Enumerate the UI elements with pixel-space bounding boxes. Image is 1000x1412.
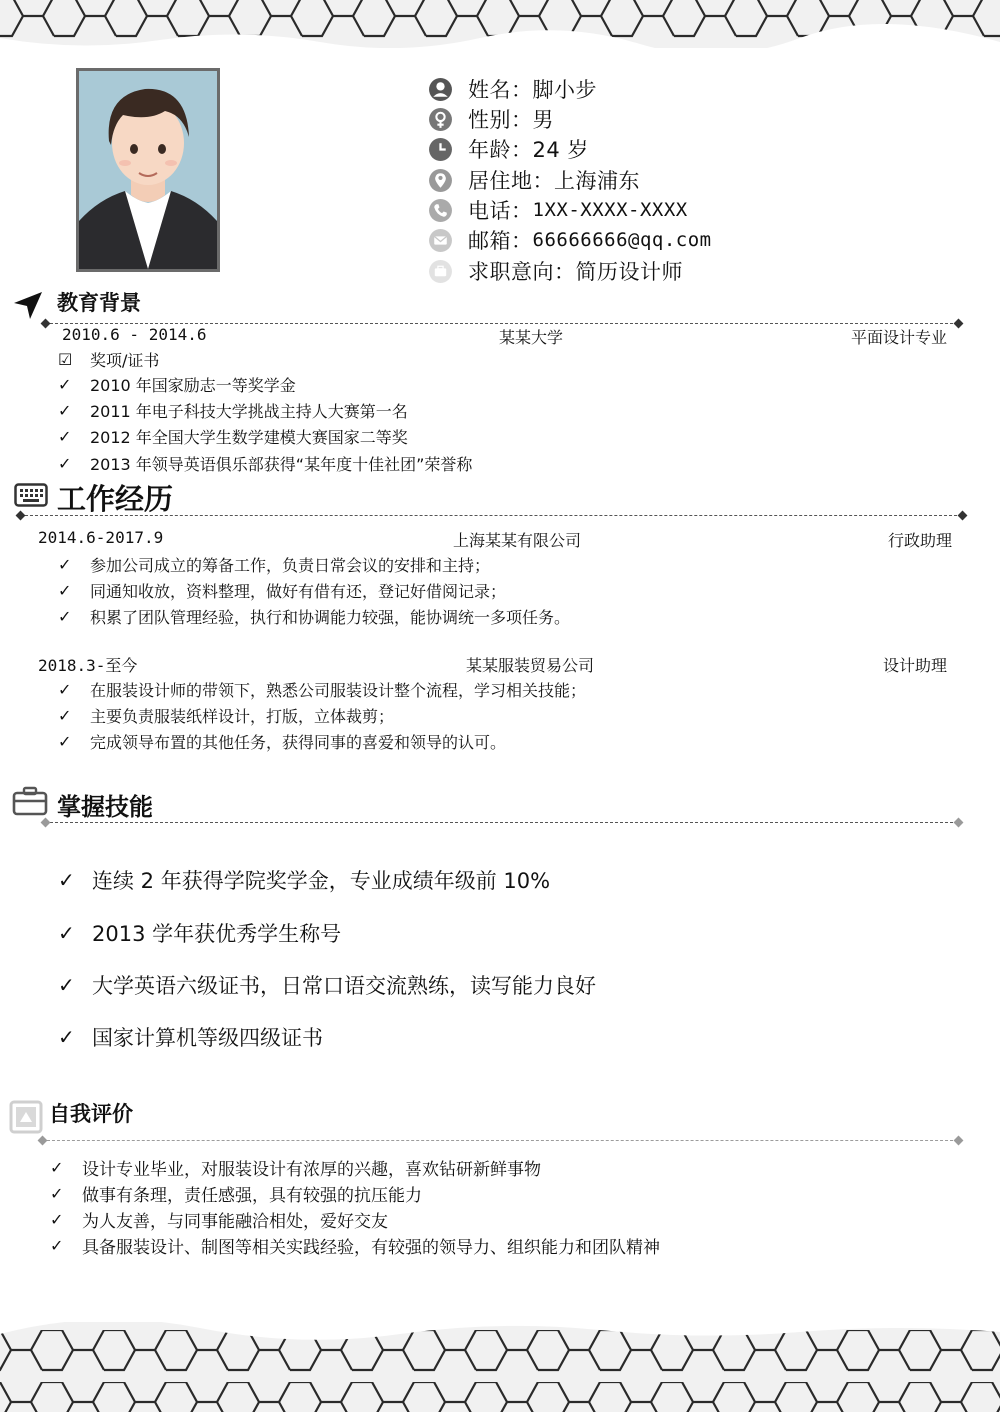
duty-item <box>58 704 394 727</box>
duty-item <box>58 678 586 701</box>
email-value: 66666666@qq.com <box>532 229 712 251</box>
skill-item <box>58 918 341 948</box>
female-symbol-icon <box>428 107 453 132</box>
info-intention <box>428 256 683 286</box>
skill-item <box>58 1022 323 1052</box>
check-icon: ✓ <box>58 868 75 892</box>
job-role: 设计助理 <box>883 656 948 675</box>
mail-icon <box>428 228 453 253</box>
education-row <box>0 325 1000 347</box>
phone-icon <box>428 198 453 223</box>
job-period: 2014.6-2017.9 <box>38 528 164 547</box>
profile-photo <box>76 68 220 272</box>
divider-dot-right <box>954 1136 964 1146</box>
check-icon: ✓ <box>58 375 72 394</box>
award-text: 2013 年领导英语俱乐部获得“某年度十佳社团”荣誉称 <box>90 455 473 474</box>
duty-item <box>58 605 570 628</box>
check-icon: ✓ <box>58 581 72 600</box>
skill-text: 2013 学年获优秀学生称号 <box>92 922 342 946</box>
award-text: 2011 年电子科技大学挑战主持人大赛第一名 <box>90 402 408 421</box>
education-major: 平面设计专业 <box>851 328 948 347</box>
eval-item <box>50 1181 422 1206</box>
skills-title: 掌握技能 <box>57 793 153 821</box>
divider-dot-right <box>958 511 968 521</box>
check-icon: ✓ <box>58 1025 75 1049</box>
phone-label: 电话： <box>468 199 533 223</box>
award-item <box>58 452 472 475</box>
job-company: 某某服装贸易公司 <box>466 656 595 675</box>
duty-text: 在服装设计师的带领下，熟悉公司服装设计整个流程，学习相关技能； <box>90 681 587 700</box>
duty-item <box>58 553 490 576</box>
check-icon: ✓ <box>58 607 72 626</box>
info-name <box>428 74 597 104</box>
job-row <box>0 653 1000 675</box>
awards-label: 奖项/证书 <box>90 351 160 370</box>
check-icon: ✓ <box>58 732 72 751</box>
email-label: 邮箱： <box>468 229 533 253</box>
work-divider <box>20 515 962 516</box>
top-pattern-band <box>0 0 1000 48</box>
job-company: 上海某某有限公司 <box>453 531 582 550</box>
skills-divider <box>45 822 958 823</box>
education-school: 某某大学 <box>499 328 564 347</box>
divider-dot-right <box>954 818 964 828</box>
duty-item <box>58 579 506 602</box>
info-age <box>428 134 589 164</box>
gender-text: 性别：男 <box>468 108 554 132</box>
work-title: 工作经历 <box>57 482 174 516</box>
info-gender <box>428 104 554 134</box>
location-pin-icon <box>428 168 453 193</box>
check-icon: ✓ <box>58 680 72 699</box>
intention-text: 求职意向：简历设计师 <box>468 260 683 284</box>
phone-value: 1XX-XXXX-XXXX <box>532 199 688 221</box>
skill-text: 大学英语六级证书，日常口语交流熟练，读写能力良好 <box>92 974 596 998</box>
check-icon: ✓ <box>50 1158 64 1177</box>
eval-text: 具备服装设计、制图等相关实践经验，有较强的领导力、组织能力和团队精神 <box>82 1238 660 1258</box>
check-icon: ✓ <box>58 706 72 725</box>
briefcase-icon <box>12 786 48 816</box>
eval-text: 做事有条理，责任感强，具有较强的抗压能力 <box>82 1186 422 1206</box>
duty-item <box>58 730 506 753</box>
name-text: 姓名：脚小步 <box>468 78 597 102</box>
eval-item <box>50 1155 541 1180</box>
clock-icon <box>428 137 453 162</box>
info-phone <box>428 195 688 225</box>
self-eval-divider <box>42 1140 958 1141</box>
duty-text: 参加公司成立的筹备工作，负责日常会议的安排和主持； <box>90 556 491 575</box>
eval-text: 设计专业毕业，对服装设计有浓厚的兴趣，喜欢钻研新鲜事物 <box>82 1160 541 1180</box>
divider-dot-left <box>41 818 51 828</box>
navigation-arrow-icon <box>12 290 44 320</box>
skill-text: 国家计算机等级四级证书 <box>92 1026 323 1050</box>
education-divider <box>45 323 958 324</box>
info-email <box>428 225 712 255</box>
award-item <box>58 399 408 422</box>
education-period: 2010.6 - 2014.6 <box>62 325 207 344</box>
skill-text: 连续 2 年获得学院奖学金，专业成绩年级前 10% <box>92 869 551 893</box>
check-icon: ✓ <box>50 1184 64 1203</box>
bottom-pattern-band <box>0 1322 1000 1412</box>
duty-text: 主要负责服装纸样设计，打版，立体裁剪； <box>90 707 395 726</box>
job-role: 行政助理 <box>888 531 953 550</box>
eval-item <box>50 1233 660 1258</box>
check-icon: ✓ <box>58 454 72 473</box>
residence-text: 居住地：上海浦东 <box>468 169 640 193</box>
age-text: 年龄：24 岁 <box>468 138 589 162</box>
duty-text: 完成领导布置的其他任务，获得同事的喜爱和领导的认可。 <box>90 733 507 752</box>
duty-text: 积累了团队管理经验，执行和协调能力较强，能协调统一多项任务。 <box>90 608 571 627</box>
check-icon: ✓ <box>58 555 72 574</box>
award-item <box>58 373 296 396</box>
duty-text: 同通知收放，资料整理，做好有借有还，登记好借阅记录； <box>90 582 507 601</box>
check-icon: ✓ <box>58 427 72 446</box>
checkbox-icon: ☑ <box>58 350 73 369</box>
skill-item <box>58 865 550 895</box>
check-icon: ✓ <box>58 401 72 420</box>
briefcase-circle-icon <box>428 259 453 284</box>
awards-heading <box>58 348 159 371</box>
user-circle-icon <box>428 77 453 102</box>
skill-item <box>58 970 596 1000</box>
job-row <box>0 528 1000 550</box>
keyboard-icon <box>14 483 48 507</box>
check-icon: ✓ <box>50 1236 64 1255</box>
eval-item <box>50 1207 388 1232</box>
triangle-up-icon <box>9 1100 43 1134</box>
check-icon: ✓ <box>58 921 75 945</box>
check-icon: ✓ <box>58 973 75 997</box>
job-period: 2018.3-至今 <box>38 656 138 675</box>
self-eval-title: 自我评价 <box>49 1102 133 1126</box>
divider-dot-left <box>38 1136 48 1146</box>
eval-text: 为人友善，与同事能融洽相处，爱好交友 <box>82 1212 388 1232</box>
award-text: 2012 年全国大学生数学建模大赛国家二等奖 <box>90 428 408 447</box>
award-text: 2010 年国家励志一等奖学金 <box>90 376 296 395</box>
divider-dot-left <box>16 511 26 521</box>
education-title: 教育背景 <box>57 291 141 315</box>
award-item <box>58 425 408 448</box>
check-icon: ✓ <box>50 1210 64 1229</box>
info-residence <box>428 165 640 195</box>
